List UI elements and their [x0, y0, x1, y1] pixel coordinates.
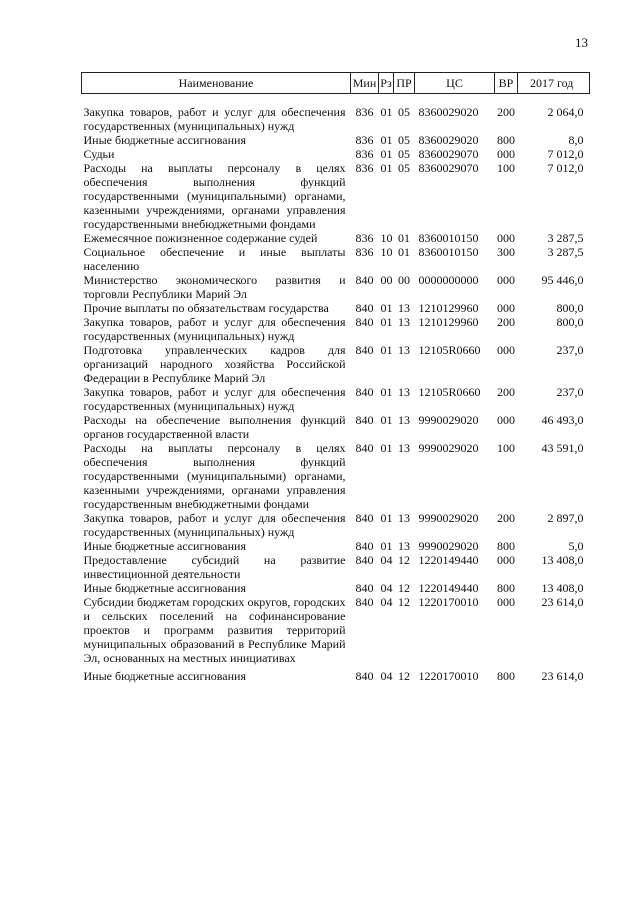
table-row: [82, 539, 590, 553]
header-name: Наименование: [82, 73, 351, 94]
cell-min: 840: [355, 273, 374, 287]
cell-amount: 800,0: [556, 301, 584, 315]
cell-min: 840: [355, 595, 374, 609]
cell-rz: 10: [380, 231, 393, 245]
cell-amount: 8,0: [568, 133, 584, 147]
cell-cs: 9990029020: [418, 441, 479, 455]
cell-min: 840: [355, 385, 374, 399]
cell-amount: 237,0: [556, 385, 584, 399]
cell-pr: 12: [398, 553, 410, 567]
cell-min: 836: [355, 245, 374, 259]
table-row: [82, 273, 590, 301]
cell-amount: 7 012,0: [547, 161, 584, 175]
cell-amount: 2 064,0: [547, 105, 584, 119]
cell-cs: 1220170010: [418, 669, 479, 683]
cell-name: Ежемесячное пожизненное содержание судей: [83, 231, 318, 245]
cell-cs: 8360029070: [418, 161, 479, 175]
cell-name: Закупка товаров, работ и услуг для обеспечения государственных (муниципальных) нужд: [83, 315, 346, 343]
table-row: [82, 315, 590, 343]
table-row: [82, 231, 590, 245]
cell-pr: 13: [398, 343, 410, 357]
cell-amount: 3 287,5: [547, 231, 584, 245]
cell-cs: 1220149440: [418, 553, 479, 567]
header-pr: ПР: [394, 73, 415, 94]
cell-rz: 01: [380, 343, 393, 357]
cell-name: Иные бюджетные ассигнования: [83, 133, 246, 147]
cell-name: Закупка товаров, работ и услуг для обеспечения государственных (муниципальных) нужд: [83, 511, 346, 539]
cell-pr: 05: [398, 147, 410, 161]
cell-pr: 12: [398, 669, 410, 683]
cell-rz: 04: [380, 553, 393, 567]
cell-rz: 04: [380, 669, 393, 683]
cell-min: 840: [355, 441, 374, 455]
cell-pr: 05: [398, 133, 410, 147]
cell-min: 836: [355, 133, 374, 147]
table-row: [82, 133, 590, 147]
table-row: [82, 581, 590, 595]
cell-min: 840: [355, 669, 374, 683]
cell-amount: 95 446,0: [541, 273, 584, 287]
cell-cs: 1210129960: [418, 301, 479, 315]
table-row: [82, 94, 590, 134]
cell-pr: 13: [398, 539, 410, 553]
cell-min: 840: [355, 511, 374, 525]
cell-rz: 01: [380, 315, 393, 329]
cell-cs: 1210129960: [418, 315, 479, 329]
cell-cs: 12105R0660: [418, 385, 481, 399]
table-row: [82, 413, 590, 441]
cell-min: 836: [355, 231, 374, 245]
cell-vr: 200: [497, 385, 515, 399]
cell-vr: 200: [497, 511, 515, 525]
table-row: [82, 553, 590, 581]
header-vr: ВР: [495, 73, 518, 94]
table-row: [82, 147, 590, 161]
cell-min: 836: [355, 105, 374, 119]
cell-cs: 8360029020: [418, 133, 479, 147]
cell-rz: 00: [380, 273, 393, 287]
cell-rz: 01: [380, 161, 393, 175]
cell-rz: 01: [380, 441, 393, 455]
cell-amount: 7 012,0: [547, 147, 584, 161]
cell-rz: 01: [380, 413, 393, 427]
cell-amount: 2 897,0: [547, 511, 584, 525]
cell-min: 840: [355, 343, 374, 357]
cell-pr: 05: [398, 161, 410, 175]
cell-vr: 300: [497, 245, 515, 259]
cell-amount: 3 287,5: [547, 245, 584, 259]
cell-rz: 01: [380, 105, 393, 119]
cell-name: Закупка товаров, работ и услуг для обеспечения государственных (муниципальных) нужд: [83, 105, 346, 133]
cell-pr: 13: [398, 301, 410, 315]
cell-name: Субсидии бюджетам городских округов, городских и сельских поселений на софинансирование проектов и программ развития территорий муниципальных образований в Республике Марий Эл, основанных на местных инициативах: [83, 595, 346, 665]
cell-vr: 000: [497, 147, 515, 161]
header-min: Мин: [351, 73, 379, 94]
table-row: [82, 441, 590, 511]
cell-cs: 12105R0660: [418, 343, 481, 357]
cell-amount: 43 591,0: [541, 441, 584, 455]
cell-pr: 13: [398, 441, 410, 455]
cell-pr: 13: [398, 413, 410, 427]
cell-cs: 9990029020: [418, 413, 479, 427]
cell-amount: 13 408,0: [541, 553, 584, 567]
cell-min: 840: [355, 553, 374, 567]
cell-cs: 8360010150: [418, 245, 479, 259]
cell-min: 840: [355, 315, 374, 329]
cell-vr: 000: [497, 231, 515, 245]
cell-vr: 800: [497, 539, 515, 553]
cell-vr: 000: [497, 413, 515, 427]
cell-name: Расходы на выплаты персоналу в целях обеспечения выполнения функций государственными (муниципальными) органами, казенными учреждениями, органами управления государственным внебюджетными фондами: [83, 441, 346, 511]
cell-name: Социальное обеспечение и иные выплаты населению: [83, 245, 346, 273]
table-row: [82, 385, 590, 413]
cell-name: Закупка товаров, работ и услуг для обеспечения государственных (муниципальных) нужд: [83, 385, 346, 413]
cell-pr: 00: [398, 273, 410, 287]
cell-name: Судьи: [83, 147, 115, 161]
cell-name: Расходы на выплаты персоналу в целях обеспечения выполнения функций государственными (муниципальными) органами, казенными учреждениями, органами управления государственными внебюджетными фондами: [83, 161, 346, 231]
cell-rz: 01: [380, 147, 393, 161]
cell-name: Иные бюджетные ассигнования: [83, 669, 246, 683]
cell-name: Иные бюджетные ассигнования: [83, 581, 246, 595]
cell-name: Иные бюджетные ассигнования: [83, 539, 246, 553]
cell-vr: 200: [497, 105, 515, 119]
cell-amount: 13 408,0: [541, 581, 584, 595]
cell-cs: 9990029020: [418, 511, 479, 525]
cell-cs: 1220170010: [418, 595, 479, 609]
cell-vr: 800: [497, 669, 515, 683]
cell-vr: 200: [497, 315, 515, 329]
cell-rz: 01: [380, 385, 393, 399]
table-row: [82, 665, 590, 683]
cell-rz: 04: [380, 595, 393, 609]
cell-name: Подготовка управленческих кадров для организаций народного хозяйства Российской Федерации в Республике Марий Эл: [83, 343, 346, 385]
budget-table: [81, 72, 590, 683]
cell-rz: 01: [380, 301, 393, 315]
cell-cs: 8360010150: [418, 231, 479, 245]
table-row: [82, 301, 590, 315]
cell-min: 840: [355, 413, 374, 427]
cell-pr: 05: [398, 105, 410, 119]
cell-pr: 12: [398, 595, 410, 609]
cell-name: Прочие выплаты по обязательствам государства: [83, 301, 329, 315]
cell-min: 836: [355, 161, 374, 175]
cell-cs: 8360029020: [418, 105, 479, 119]
header-year: 2017 год: [518, 73, 590, 94]
page-number: 13: [575, 35, 588, 50]
header-rz: Рз: [379, 73, 394, 94]
cell-min: 840: [355, 301, 374, 315]
cell-vr: 000: [497, 273, 515, 287]
cell-name: Расходы на обеспечение выполнения функций органов государственной власти: [83, 413, 346, 441]
cell-amount: 5,0: [568, 539, 584, 553]
table-row: [82, 245, 590, 273]
cell-name: Министерство экономического развития и торговли Республики Марий Эл: [83, 273, 346, 301]
cell-vr: 000: [497, 595, 515, 609]
cell-cs: 0000000000: [418, 273, 479, 287]
cell-cs: 1220149440: [418, 581, 479, 595]
header-cs: ЦС: [415, 73, 495, 94]
cell-vr: 100: [497, 161, 515, 175]
cell-pr: 13: [398, 385, 410, 399]
cell-pr: 01: [398, 245, 410, 259]
cell-vr: 800: [497, 581, 515, 595]
cell-cs: 8360029070: [418, 147, 479, 161]
cell-vr: 100: [497, 441, 515, 455]
cell-vr: 000: [497, 553, 515, 567]
table-row: [82, 343, 590, 385]
cell-rz: 04: [380, 581, 393, 595]
cell-pr: 12: [398, 581, 410, 595]
cell-vr: 000: [497, 301, 515, 315]
table-row: [82, 595, 590, 665]
cell-amount: 23 614,0: [541, 595, 584, 609]
cell-amount: 237,0: [556, 343, 584, 357]
table-body: [82, 94, 590, 684]
cell-vr: 800: [497, 133, 515, 147]
cell-rz: 01: [380, 539, 393, 553]
cell-pr: 01: [398, 231, 410, 245]
cell-rz: 10: [380, 245, 393, 259]
cell-pr: 13: [398, 511, 410, 525]
cell-rz: 01: [380, 511, 393, 525]
cell-pr: 13: [398, 315, 410, 329]
cell-min: 840: [355, 581, 374, 595]
cell-cs: 9990029020: [418, 539, 479, 553]
table-row: [82, 161, 590, 231]
cell-min: 836: [355, 147, 374, 161]
table-row: [82, 511, 590, 539]
cell-amount: 46 493,0: [541, 413, 584, 427]
cell-amount: 23 614,0: [541, 669, 584, 683]
cell-name: Предоставление субсидий на развитие инвестиционной деятельности: [83, 553, 346, 581]
cell-vr: 000: [497, 343, 515, 357]
table-header: [82, 73, 590, 94]
cell-rz: 01: [380, 133, 393, 147]
cell-amount: 800,0: [556, 315, 584, 329]
cell-min: 840: [355, 539, 374, 553]
